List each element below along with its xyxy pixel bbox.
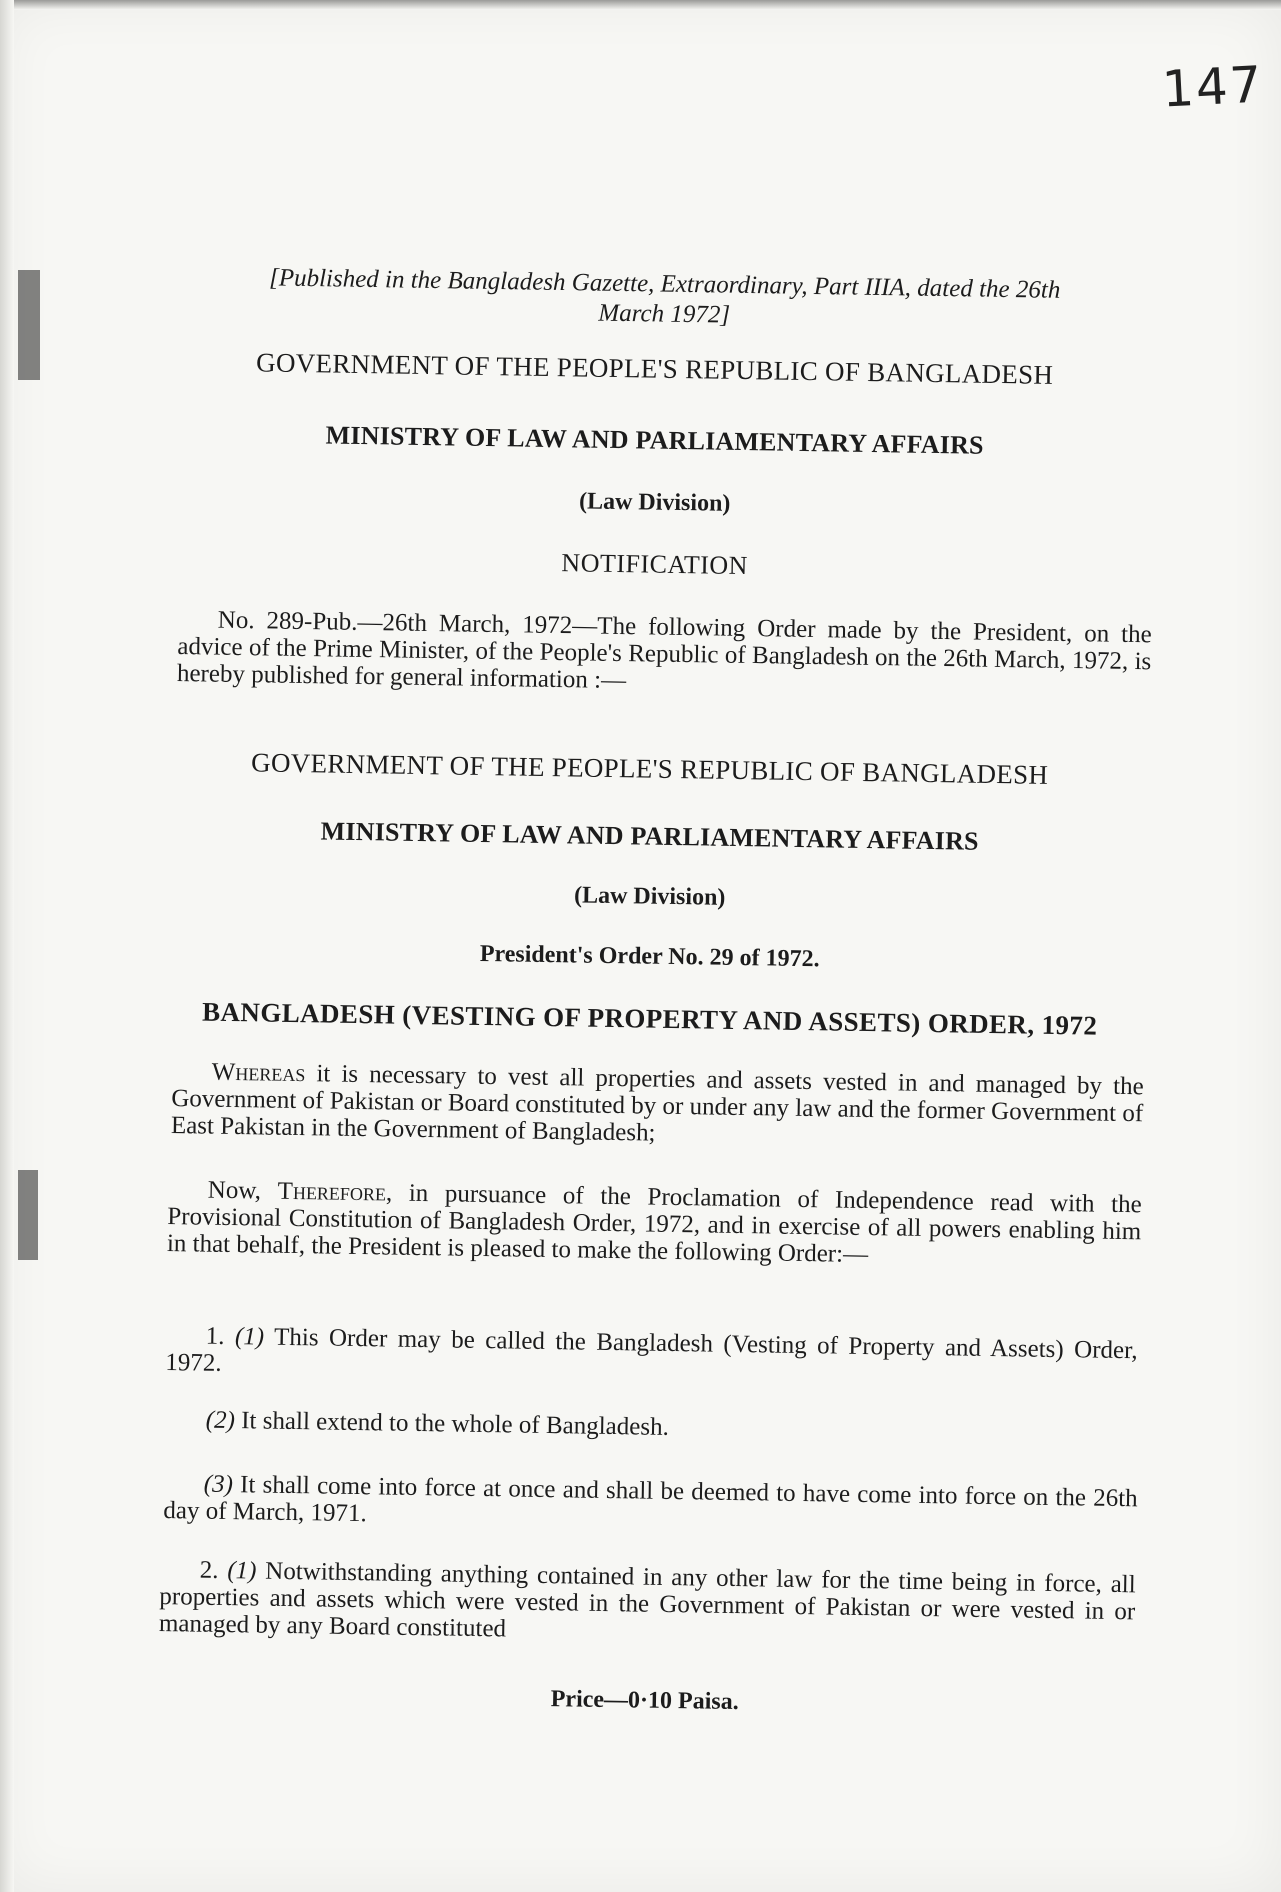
section-1-1-text: This Order may be called the Bangladesh (Vesting of Property and Assets) Order, 1972. bbox=[165, 1323, 1138, 1377]
section-1-1-sub: (1) bbox=[234, 1323, 265, 1351]
binding-mark bbox=[18, 1170, 38, 1260]
page-top-edge bbox=[0, 0, 1281, 10]
price-line: Price—0·10 Paisa. bbox=[550, 1686, 739, 1716]
notification-government-heading: GOVERNMENT OF THE PEOPLE'S REPUBLIC OF BANGLADESH bbox=[255, 347, 1054, 390]
whereas-paragraph bbox=[171, 1058, 1144, 1154]
page-left-edge bbox=[0, 0, 14, 1892]
therefore-word: Therefore bbox=[277, 1177, 387, 1207]
section-1-2-text: It shall extend to the whole of Bangladesh. bbox=[234, 1407, 670, 1441]
notification-ministry-heading: MINISTRY OF LAW AND PARLIAMENTARY AFFAIRS bbox=[325, 420, 984, 460]
section-1-3-sub: (3) bbox=[203, 1470, 234, 1499]
section-1-2 bbox=[166, 1406, 1138, 1448]
now-word: Now, bbox=[207, 1176, 278, 1205]
section-1-3-text: It shall come into force at once and shall be deemed to have come into force on the 26th day of March, 1971. bbox=[163, 1471, 1138, 1528]
section-1-3 bbox=[163, 1470, 1138, 1539]
therefore-paragraph bbox=[167, 1176, 1142, 1272]
whereas-text: it is necessary to vest all properties and assets vested in and managed by the Government of Pakistan or Board constituted by or under any law and the former Government of East Pakistan in the Government of Bangladesh; bbox=[170, 1060, 1144, 1147]
notification-heading: NOTIFICATION bbox=[561, 548, 749, 581]
notification-paragraph: No. 289-Pub.—26th March, 1972—The following Order made by the President, on the advice of the Prime Minister, of the People's Republic of Bangladesh on the 26th March, 1972, is hereby published for general information :— bbox=[176, 606, 1152, 695]
order-ministry-heading: MINISTRY OF LAW AND PARLIAMENTARY AFFAIRS bbox=[320, 816, 979, 856]
handwritten-page-number: 147 bbox=[1160, 55, 1265, 119]
order-number-heading: President's Order No. 29 of 1972. bbox=[479, 940, 820, 973]
notification-division-heading: (Law Division) bbox=[578, 488, 731, 517]
section-2-1-sub: (1) bbox=[227, 1557, 257, 1585]
binding-mark bbox=[18, 270, 40, 380]
section-1-2-sub: (2) bbox=[205, 1406, 236, 1435]
order-title-heading: BANGLADESH (VESTING OF PROPERTY AND ASSETS) ORDER, 1972 bbox=[201, 996, 1098, 1041]
section-1-1 bbox=[165, 1322, 1138, 1391]
therefore-text: , in pursuance of the Proclamation of Independence read with the Provisional Constitution of Bangladesh Order, 1972, and in exercise of all powers enabling him in that behalf, the President is pleased to make the following Order:— bbox=[166, 1179, 1142, 1269]
order-division-heading: (Law Division) bbox=[573, 882, 726, 911]
section-2-1-text: Notwithstanding anything contained in any other law for the time being in force, all properties and assets which were vested in the Government of Pakistan or were vested in or managed by any Board constituted bbox=[158, 1557, 1136, 1643]
section-1-number: 1. bbox=[205, 1322, 236, 1351]
section-2-1 bbox=[159, 1556, 1136, 1652]
section-2-number: 2. bbox=[199, 1556, 228, 1585]
publication-note-line1: [Published in the Bangladesh Gazette, Extraordinary, Part IIIA, dated the 26th bbox=[268, 264, 1061, 304]
order-government-heading: GOVERNMENT OF THE PEOPLE'S REPUBLIC OF BANGLADESH bbox=[250, 747, 1049, 790]
whereas-word: Whereas bbox=[211, 1058, 306, 1088]
publication-note bbox=[179, 262, 1150, 337]
publication-note-line2: March 1972] bbox=[598, 299, 731, 329]
